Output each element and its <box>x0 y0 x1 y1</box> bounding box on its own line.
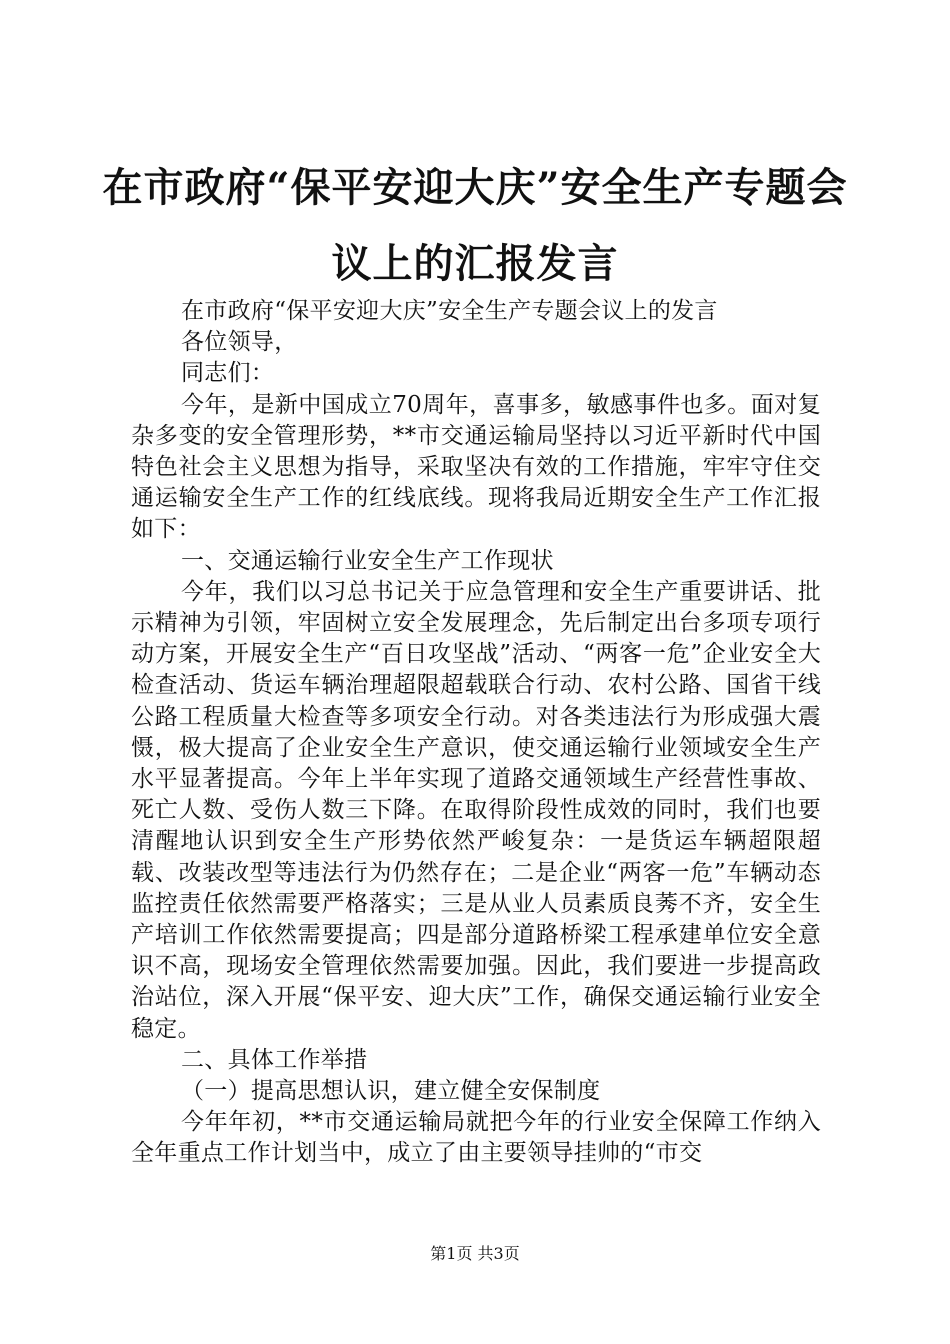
section-heading: 二、具体工作举措 <box>181 1046 368 1073</box>
section-heading: 一、交通运输行业安全生产工作现状 <box>181 547 554 574</box>
document-body <box>131 296 821 1170</box>
body-paragraph: 今年，是新中国成立70周年，喜事多，敏感事件也多。面对复杂多变的安全管理形势，**市交通运输局坚持以习近平新时代中国特色社会主义思想为指导，采取坚决有效的工作措施，牢牢守住交通运输安全生产工作的红线底线。现将我局近期安全生产工作汇报如下： <box>131 391 821 543</box>
page-footer: 第1页 共3页 <box>430 1244 520 1263</box>
salutation-leaders: 各位领导， <box>181 329 298 356</box>
salutation-comrades: 同志们： <box>181 360 275 387</box>
subsection-heading: （一）提高思想认识，建立健全安保制度 <box>181 1078 601 1105</box>
body-paragraph: 今年，我们以习总书记关于应急管理和安全生产重要讲话、批示精神为引领，牢固树立安全发展理念，先后制定出台多项专项行动方案，开展安全生产“百日攻坚战”活动、“两客一危”企业安全大检查活动、货运车辆治理超限超载联合行动、农村公路、国省干线公路工程质量大检查等多项安全行动。对各类违法行为形成强大震慑，极大提高了企业安全生产意识，使交通运输行业领域安全生产水平显著提高。今年上半年实现了道路交通领域生产经营性事故、死亡人数、受伤人数三下降。在取得阶段性成效的同时，我们也要清醒地认识到安全生产形势依然严峻复杂：一是货运车辆超限超载、改装改型等违法行为仍然存在；二是企业“两客一危”车辆动态监控责任依然需要严格落实；三是从业人员素质良莠不齐，安全生产培训工作依然需要提高；四是部分道路桥梁工程承建单位安全意识不高，现场安全管理依然需要加强。因此，我们要进一步提高政治站位，深入开展“保平安、迎大庆”工作，确保交通运输行业安全稳定。 <box>131 578 821 1042</box>
document-title: 在市政府“保平安迎大庆”安全生产专题会议上的汇报发言 <box>102 164 848 287</box>
body-paragraph: 今年年初，**市交通运输局就把今年的行业安全保障工作纳入全年重点工作计划当中，成立了由主要领导挂帅的“市交 <box>131 1109 821 1167</box>
subtitle-line: 在市政府“保平安迎大庆”安全生产专题会议上的发言 <box>181 298 718 324</box>
